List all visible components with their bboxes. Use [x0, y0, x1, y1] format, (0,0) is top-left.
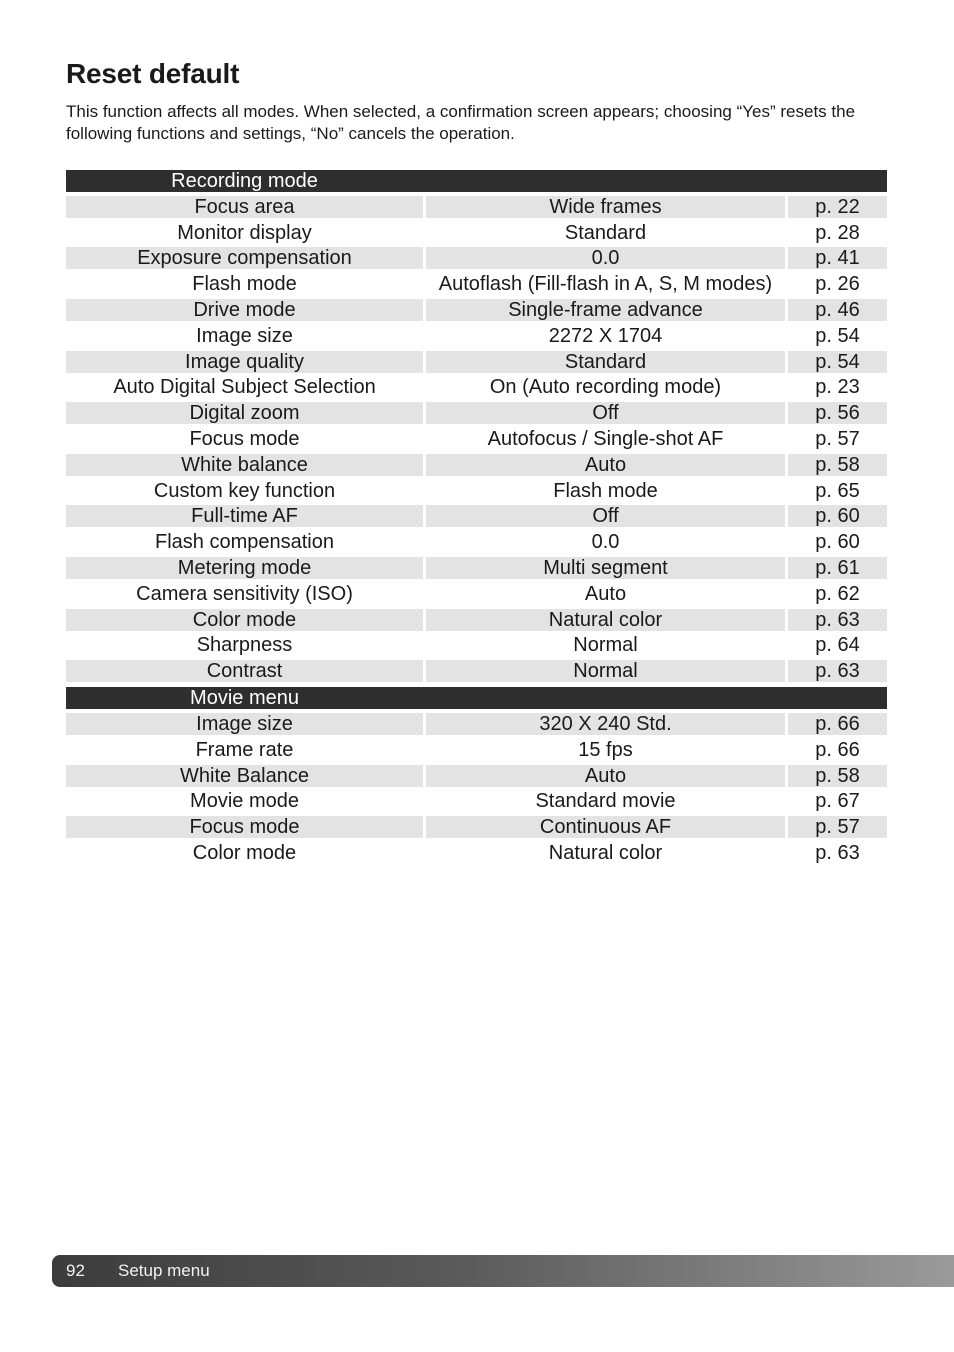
row-page-ref: p. 66 [788, 713, 887, 735]
row-page-ref: p. 62 [815, 582, 860, 605]
row-default-setting: Auto [426, 765, 785, 787]
row-default-setting: Standard [564, 221, 647, 244]
table-row [66, 711, 887, 737]
row-page-ref: p. 64 [815, 634, 860, 657]
table-row [66, 452, 887, 478]
row-default-setting: On (Auto recording mode) [489, 376, 722, 399]
table-row [66, 814, 887, 840]
table-row [66, 504, 887, 530]
row-item: Sharpness [196, 634, 293, 657]
row-item: Camera sensitivity (ISO) [136, 582, 353, 605]
row-page-ref: p. 58 [788, 765, 887, 787]
row-page-ref: p. 63 [788, 609, 887, 631]
table-row [66, 633, 887, 659]
row-page-ref: p. 58 [788, 454, 887, 476]
row-page-ref: p. 60 [815, 531, 860, 554]
row-default-setting: Natural color [548, 842, 663, 865]
section-heading: Recording mode [171, 169, 318, 192]
row-item: Flash compensation [155, 531, 334, 554]
row-page-ref: p. 26 [815, 273, 860, 296]
row-item: Color mode [66, 609, 423, 631]
row-page-ref: p. 56 [788, 402, 887, 424]
row-default-setting: Off [426, 505, 785, 527]
row-page-ref: p. 28 [815, 221, 860, 244]
table-row [66, 737, 887, 763]
page-number: 92 [66, 1261, 85, 1280]
row-item: Monitor display [177, 221, 312, 244]
row-page-ref: p. 67 [815, 790, 860, 813]
table-row [66, 763, 887, 789]
row-default-setting: Standard [426, 351, 785, 373]
row-default-setting: 15 fps [578, 738, 633, 761]
table-row [66, 323, 887, 349]
row-default-setting: Wide frames [426, 196, 785, 218]
row-page-ref: p. 63 [815, 842, 860, 865]
row-default-setting: Standard movie [535, 790, 676, 813]
row-item: Movie mode [190, 790, 299, 813]
row-page-ref: p. 23 [815, 376, 860, 399]
section-header [66, 170, 887, 192]
row-item: Frame rate [195, 738, 294, 761]
row-item: Focus mode [189, 428, 300, 451]
row-page-ref: p. 57 [788, 816, 887, 838]
table-row [66, 529, 887, 555]
table-row [66, 555, 887, 581]
row-default-setting: 2272 X 1704 [548, 324, 663, 347]
table-row [66, 789, 887, 815]
table-row [66, 607, 887, 633]
table-row [66, 426, 887, 452]
row-item: Image size [66, 713, 423, 735]
row-item: Color mode [192, 842, 297, 865]
row-default-setting: 0.0 [591, 531, 620, 554]
row-item: Contrast [66, 660, 423, 682]
row-page-ref: p. 54 [815, 324, 860, 347]
table-row [66, 581, 887, 607]
reset-settings-table [66, 170, 887, 866]
row-default-setting: Auto [426, 454, 785, 476]
footer-section-title: Setup menu [118, 1261, 210, 1280]
table-row [66, 375, 887, 401]
row-item: Image quality [66, 351, 423, 373]
row-page-ref: p. 63 [788, 660, 887, 682]
row-default-setting: Autofocus / Single-shot AF [487, 428, 724, 451]
row-item: Image size [196, 324, 293, 347]
row-item: Auto Digital Subject Selection [113, 376, 376, 399]
row-page-ref: p. 54 [788, 351, 887, 373]
page-footer [52, 1255, 954, 1287]
table-row [66, 246, 887, 272]
table-row [66, 349, 887, 375]
row-page-ref: p. 46 [788, 299, 887, 321]
row-page-ref: p. 60 [788, 505, 887, 527]
row-default-setting: Autoflash (Fill-flash in A, S, M modes) [438, 273, 773, 296]
row-page-ref: p. 41 [788, 247, 887, 269]
row-item: Drive mode [66, 299, 423, 321]
row-page-ref: p. 65 [815, 479, 860, 502]
table-row [66, 400, 887, 426]
row-default-setting: 0.0 [426, 247, 785, 269]
table-row [66, 840, 887, 866]
table-row [66, 220, 887, 246]
table-row [66, 658, 887, 684]
row-default-setting: Off [426, 402, 785, 424]
row-item: White balance [66, 454, 423, 476]
table-row [66, 478, 887, 504]
row-item: White Balance [66, 765, 423, 787]
row-default-setting: Normal [426, 660, 785, 682]
section-header [66, 687, 887, 709]
row-default-setting: Flash mode [553, 479, 658, 502]
row-item: Full-time AF [66, 505, 423, 527]
table-row [66, 194, 887, 220]
row-item: Digital zoom [66, 402, 423, 424]
row-default-setting: Single-frame advance [426, 299, 785, 321]
row-page-ref: p. 61 [788, 557, 887, 579]
row-default-setting: Normal [573, 634, 638, 657]
table-row [66, 297, 887, 323]
row-item: Flash mode [192, 273, 297, 296]
row-default-setting: Multi segment [426, 557, 785, 579]
row-page-ref: p. 66 [815, 738, 860, 761]
row-default-setting: 320 X 240 Std. [426, 713, 785, 735]
table-row [66, 271, 887, 297]
row-item: Metering mode [66, 557, 423, 579]
intro-paragraph: This function affects all modes. When selected, a confirmation screen appears; choosing “Yes” resets the following functions and settings, “No” cancels the operation. [66, 102, 856, 143]
row-item: Custom key function [153, 479, 336, 502]
row-item: Focus mode [66, 816, 423, 838]
page-title: Reset default [66, 58, 240, 89]
row-item: Exposure compensation [66, 247, 423, 269]
row-page-ref: p. 57 [815, 428, 860, 451]
section-heading: Movie menu [190, 686, 299, 709]
row-default-setting: Natural color [426, 609, 785, 631]
row-default-setting: Auto [584, 582, 627, 605]
row-item: Focus area [66, 196, 423, 218]
row-page-ref: p. 22 [788, 196, 887, 218]
row-default-setting: Continuous AF [426, 816, 785, 838]
